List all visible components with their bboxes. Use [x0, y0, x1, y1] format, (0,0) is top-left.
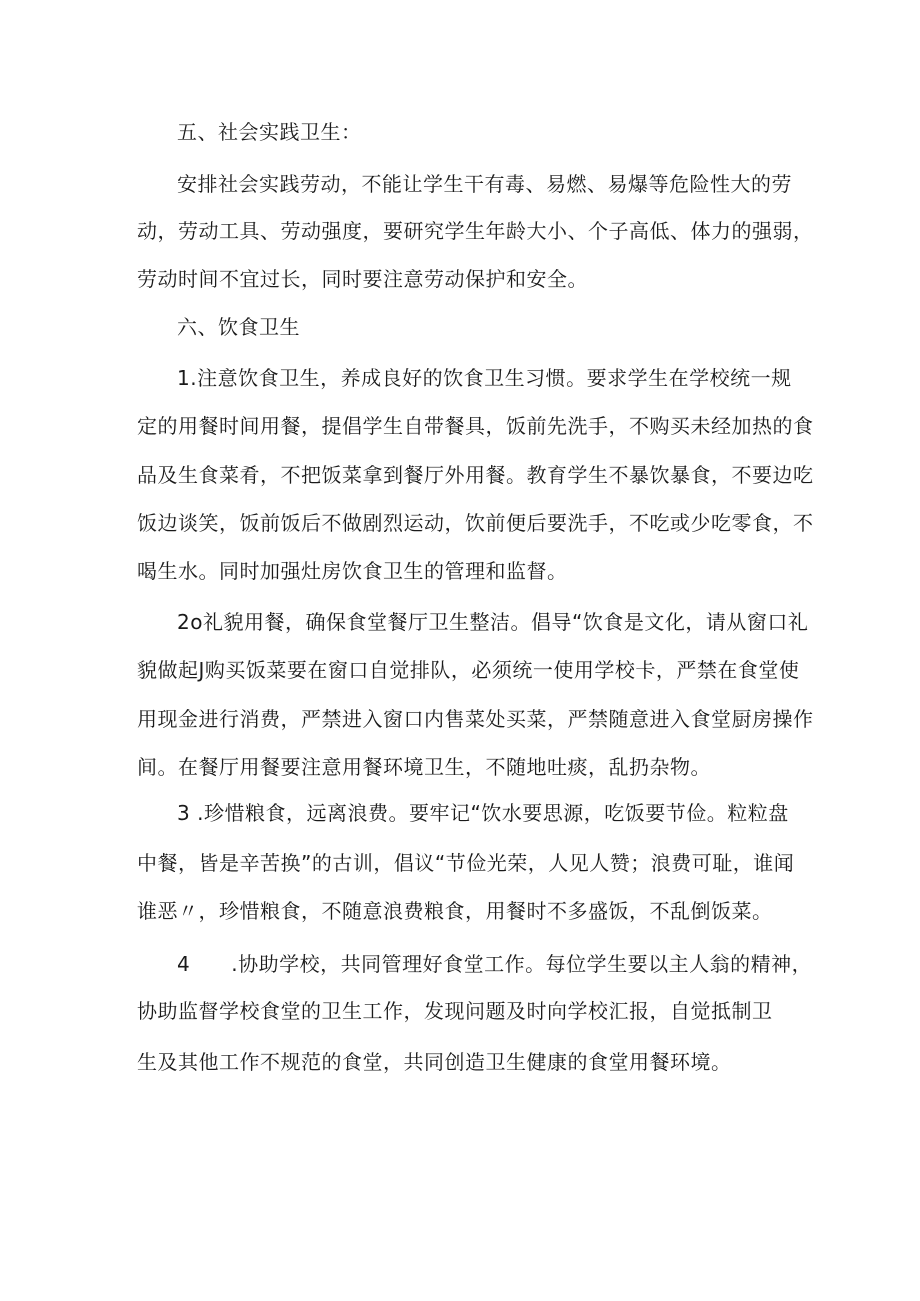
paragraph-line: 间。在餐厅用餐要注意用餐环境卫生，不随地吐痰，乱扔杂物。 [137, 755, 711, 779]
paragraph-line: 协助监督学校食堂的卫生工作，发现问题及时向学校汇报，自觉抵制卫 [137, 999, 773, 1023]
paragraph-line: 貌做起J购买饭菜要在窗口自觉排队，必须统一使用学校卡，严禁在食堂使 [137, 658, 800, 682]
paragraph-line: 饭边谈笑，饭前饭后不做剧烈运动，饮前便后要洗手，不吃或少吃零食，不 [137, 511, 814, 535]
paragraph-line: 中餐，皆是辛苦换”的古训，倡议“节俭光荣，人见人赞；浪费可耻，谁闻 [137, 851, 795, 875]
section6-heading: 六、饮食卫生 [177, 315, 300, 339]
paragraph-line: 喝生水。同时加强灶房饮食卫生的管理和监督。 [137, 559, 568, 583]
paragraph-line: 谁恶〃，珍惜粮食，不随意浪费粮食，用餐时不多盛饭，不乱倒饭菜。 [137, 899, 773, 923]
paragraph-line: 劳动时间不宜过长，同时要注意劳动保护和安全。 [137, 267, 588, 291]
paragraph-line: 4 .协助学校，共同管理好食堂工作。每位学生要以主人翁的精神， [177, 952, 813, 976]
paragraph-line: 3 .珍惜粮食，远离浪费。要牢记“饮水要思源，吃饭要节俭。粒粒盘 [177, 801, 789, 825]
paragraph-line: 动，劳动工具、劳动强度，要研究学生年龄大小、个子高低、体力的强弱， [137, 219, 814, 243]
paragraph-line: 用现金进行消费，严禁进入窗口内售菜处买菜，严禁随意进入食堂厨房操作 [137, 707, 814, 731]
section5-heading: 五、社会实践卫生： [177, 120, 362, 144]
paragraph-line: 1.注意饮食卫生，养成良好的饮食卫生习惯。要求学生在学校统一规 [177, 366, 792, 390]
paragraph-line: 2o礼貌用餐，确保食堂餐厅卫生整洁。倡导“饮食是文化，请从窗口礼 [177, 610, 809, 634]
paragraph-line: 定的用餐时间用餐，提倡学生自带餐具，饭前先洗手，不购买未经加热的食 [137, 414, 814, 438]
paragraph-line: 安排社会实践劳动，不能让学生干有毒、易燃、易爆等危险性大的劳 [177, 172, 792, 196]
paragraph-line: 生及其他工作不规范的食堂，共同创造卫生健康的食堂用餐环境。 [137, 1050, 732, 1074]
paragraph-line: 品及生食菜肴，不把饭菜拿到餐厅外用餐。教育学生不暴饮暴食，不要边吃 [137, 463, 814, 487]
